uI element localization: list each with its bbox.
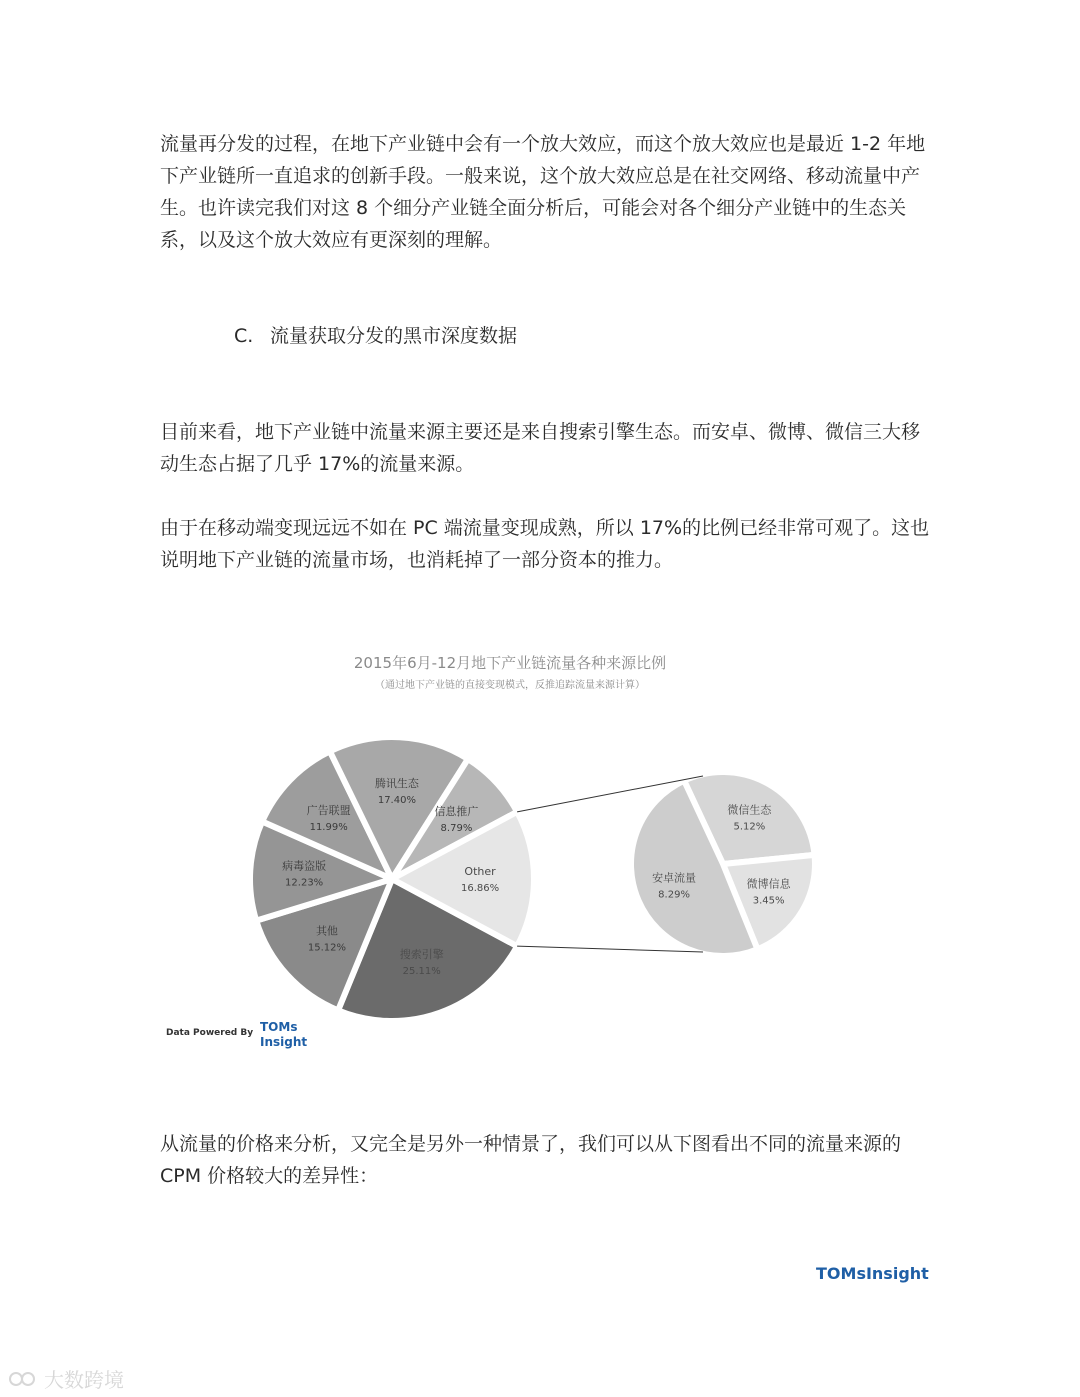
pie-slice-label: 广告联盟 xyxy=(306,803,351,817)
pie-slice-value: 15.12% xyxy=(307,942,347,954)
pie-slice-label: 搜索引擎 xyxy=(399,947,444,961)
paragraph-amplification-effect: 流量再分发的过程，在地下产业链中会有一个放大效应，而这个放大效应也是最近 1-2 年地下产业链所一直追求的创新手段。一般来说，这个放大效应总是在社交网络、移动流量中产生。也许读完我们对这 8 个细分产业链全面分析后，可能会对各个细分产业链中的生态关系，以及这个放大效应有更深刻的理解。 xyxy=(160,133,926,251)
breakdown-slice-value: 3.45% xyxy=(752,895,785,907)
section-title: 流量获取分发的黑市深度数据 xyxy=(270,325,518,347)
breakdown-slice-value: 5.12% xyxy=(733,821,766,833)
pie-slice-value: 11.99% xyxy=(309,821,348,833)
pie-chart-figure xyxy=(150,640,930,1070)
pie-slice-value: 25.11% xyxy=(402,965,441,977)
chart-credit: Data Powered By xyxy=(166,1028,254,1038)
chart-credit-brand xyxy=(260,1020,307,1050)
watermark-text: 大数跨境 xyxy=(44,1368,124,1392)
pie-slice-label: 其他 xyxy=(315,924,338,938)
pie-slice-label: 信息推广 xyxy=(434,805,479,819)
chart-title: 2015年6月-12月地下产业链流量各种来源比例 xyxy=(353,654,667,672)
credit-brand-line-2: Insight xyxy=(260,1035,308,1049)
section-heading-c xyxy=(234,320,517,352)
breakdown-slice-label: 安卓流量 xyxy=(652,871,697,885)
pie-slice-value: 16.86% xyxy=(460,883,500,894)
paragraph-traffic-sources: 目前来看，地下产业链中流量来源主要还是来自搜索引擎生态。而安卓、微博、微信三大移动生态占据了几乎 17%的流量来源。 xyxy=(160,421,921,475)
footer-brand-logo: TOMsInsight xyxy=(816,1264,929,1283)
breakdown-connector-line xyxy=(517,946,703,952)
breakdown-slice-value: 8.29% xyxy=(658,889,690,901)
paragraph-cpm-price: 从流量的价格来分析，又完全是另外一种情景了，我们可以从下图看出不同的流量来源的 CPM 价格较大的差异性： xyxy=(160,1133,902,1187)
breakdown-slice-label: 微博信息 xyxy=(746,877,791,891)
pie-chart-svg xyxy=(150,640,930,1070)
credit-brand-line-1: TOMs xyxy=(260,1020,298,1034)
paragraph-mobile-monetization: 由于在移动端变现远远不如在 PC 端流量变现成熟，所以 17%的比例已经非常可观了。这也说明地下产业链的流量市场，也消耗掉了一部分资本的推力。 xyxy=(160,517,930,571)
breakdown-slice-label: 微信生态 xyxy=(727,803,772,817)
chart-subtitle: （通过地下产业链的直接变现模式，反推追踪流量来源计算） xyxy=(375,680,645,691)
pie-slice-label: 病毒盗版 xyxy=(282,859,327,873)
pie-slice-value: 17.40% xyxy=(377,795,416,807)
pie-slice-label: 腾讯生态 xyxy=(374,777,419,791)
pie-slice-value: 8.79% xyxy=(440,823,473,835)
section-letter: C. xyxy=(234,325,254,347)
pie-slice-value: 12.23% xyxy=(285,877,324,889)
watermark xyxy=(8,1364,124,1393)
pie-slice-label: Other xyxy=(464,865,496,878)
watermark-logo-icon xyxy=(8,1369,44,1389)
